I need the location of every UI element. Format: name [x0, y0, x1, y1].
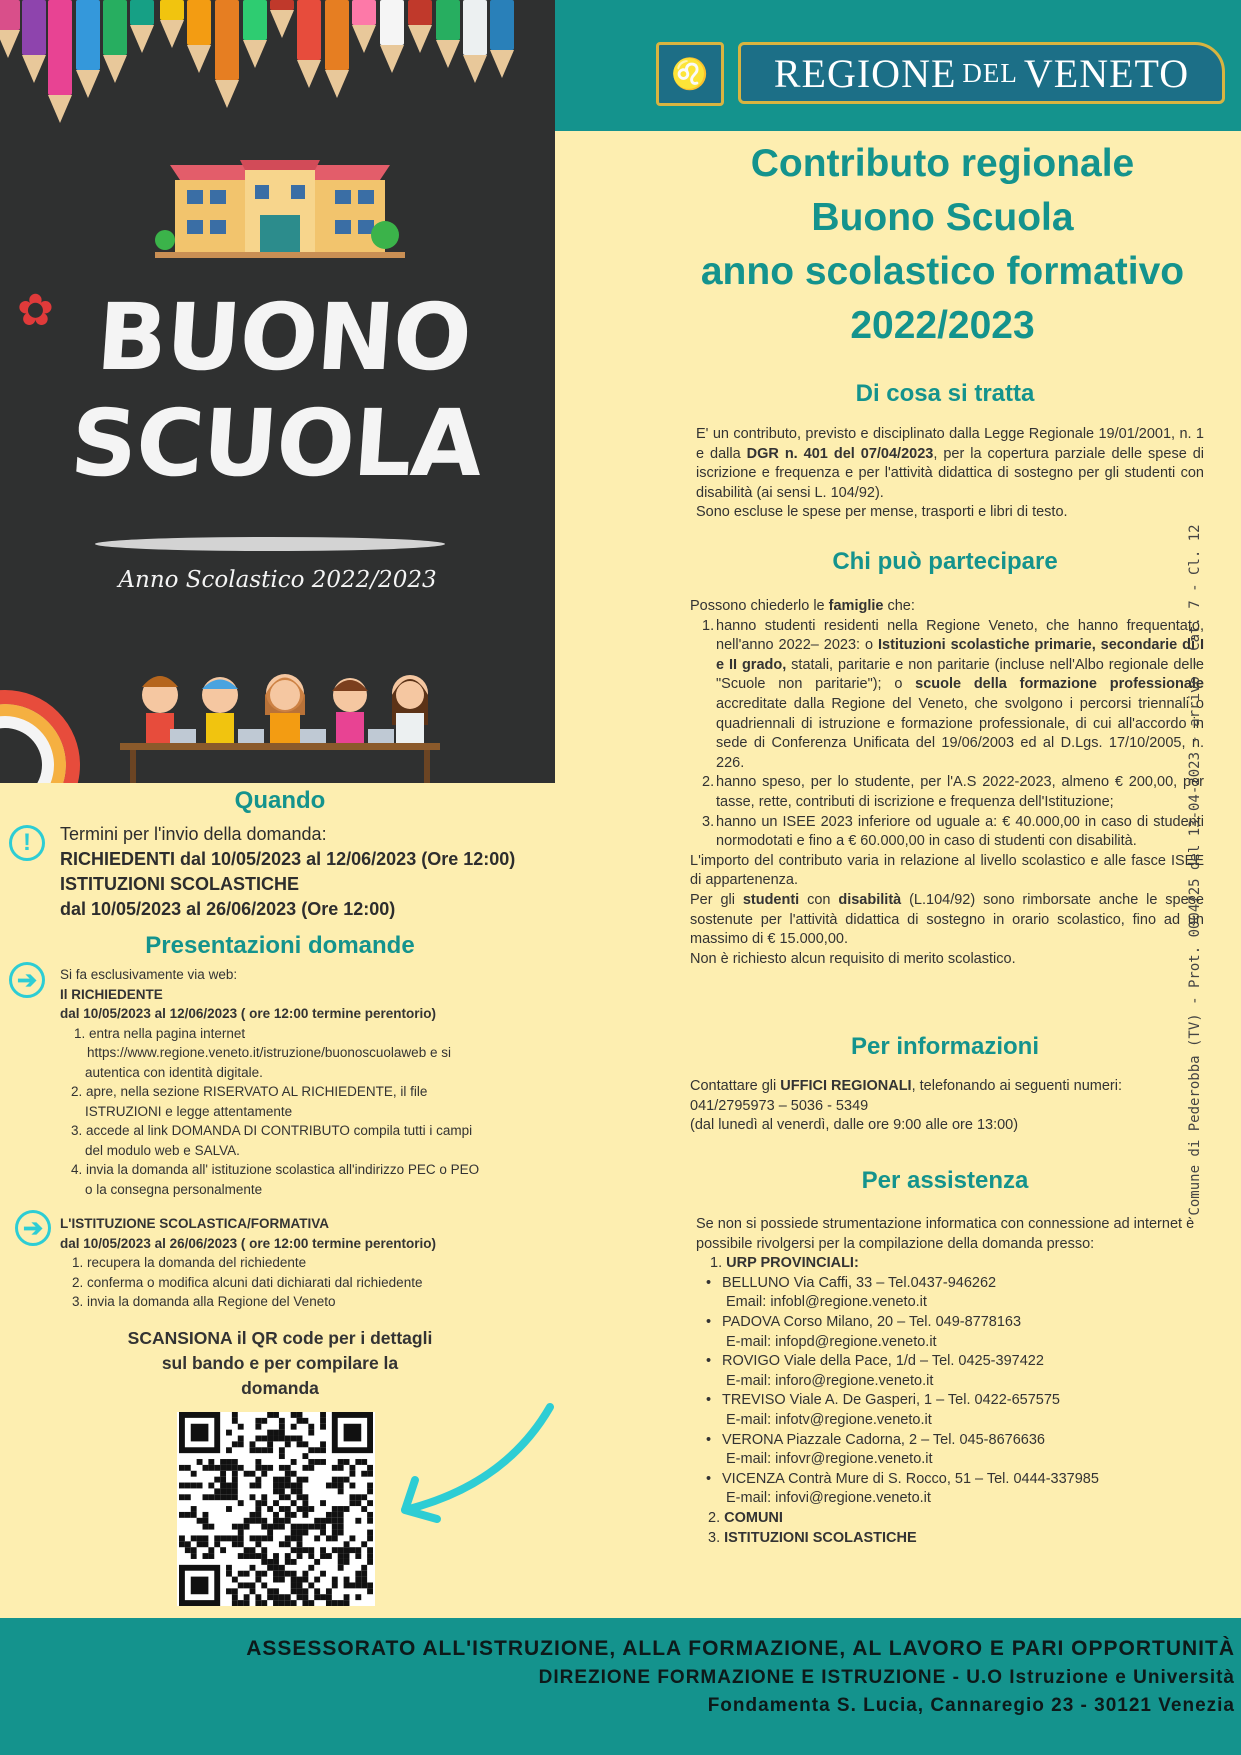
section-heading-info: Per informazioni [850, 1033, 1040, 1060]
pointing-arrow-icon [385, 1395, 555, 1525]
qr-caption: SCANSIONA il QR code per i dettagli sul bando e per compilare la domanda [127, 1328, 433, 1398]
assist-text: Se non si possiede strumentazione informatica con connessione ad internet è possibile rivolgersi per la compilazione della domanda presso: 1. URP PROVINCIALI: • BELLUNO Via Caffi, 33 – Tel.0437-946262 Email: infobl@regione.veneto.it • PADOVA Corso Milano, 20 – Tel. 049-8778163 E-mail: infopd@regione.veneto.it • ROVIGO Viale della Pace, 1/d – Tel. 0425-397422 E-mail: inforo@regione.veneto.it • TREVISO Viale A. De Gasperi, 1 – Tel. 0422-657575 E-mail: infotv@regione.veneto.it • VERONA Piazzale Cadorna, 2 – Tel. 045-8676636 E-mail: infovr@regione.veneto.it • VICENZA Contrà Mure di S. Rocco, 51 – Tel. 0444-337985 E-mail: infovi@regione.veneto.it 2. COMUNI 3. ISTITUZIONI SCOLASTICHE [696, 1215, 1204, 1548]
chi-text: Possono chiederlo le famiglie che: 1. hanno studenti residenti nella Regione Veneto, che hanno frequentato, nell'anno 2022– 2023: o Istituzioni scolastiche primarie, secondarie di I e II grado, statali, paritarie e non paritarie (incluse nell'Albo regionale delle "Scuole non paritarie"); o scuole della formazione professionale accreditate dalla Regione del Veneto, che svolgono i percorsi triennali o quadriennali di istruzione e formazione professionale, di cui all'accordo in sede di Conferenza Unificata del 19/06/2003 ed al D.Lgs. 17/10/2005, n. 226. 2. hanno speso, per lo studente, per l'A.S 2022-2023, almeno € 200,00, per tasse, rette, contributi di iscrizione e frequenza dell'Istituzione; 3. hanno un ISEE 2023 inferiore od uguale a: € 40.000,00 in caso di studenti normodotati e fino a € 60.000,00 in caso di studenti con disabilità. L'importo del contributo varia in relazione al livello scolastico e alle fasce ISEE di appartenenza. Per gli studenti con disabilità (L.104/92) sono rimborsate anche le spese sostenute per l'attività didattica di sostegno in orario scolastico, fino ad un massimo di € 15.000,00. Non è richiesto alcun requisito di merito scolastico. [690, 598, 1204, 967]
rainbow-drawing [0, 690, 80, 783]
list-item: 3. hanno un ISEE 2023 inferiore od uguale a: € 40.000,00 in caso di studenti normodotati e fino a € 60.000,00 in caso di studenti con disabilità. [702, 813, 1204, 850]
footer: ASSESSORATO ALL'ISTRUZIONE, ALLA FORMAZIONE, AL LAVORO E PARI OPPORTUNITÀ DIREZIONE FORMAZIONE E ISTRUZIONE - U.O Istruzione e Università Fondamenta S. Lucia, Cannaregio 23 - 30121 Venezia [0, 1618, 1241, 1755]
office-item: • VERONA Piazzale Cadorna, 2 – Tel. 045-8676636 E-mail: infovr@regione.veneto.it [696, 1431, 1204, 1470]
office-item: • BELLUNO Via Caffi, 33 – Tel.0437-946262 Email: infobl@regione.veneto.it [696, 1274, 1204, 1313]
office-email[interactable]: E-mail: inforo@regione.veneto.it [726, 1372, 934, 1389]
school-building-illustration [155, 160, 405, 260]
cosa-text: E' un contributo, previsto e disciplinato dalla Legge Regionale 19/01/2001, n. 1 e dalla DGR n. 401 del 07/04/2023, per la copertura parziale delle spese di iscrizione e frequenza e per l'attività didattica di sostegno per gli studenti con disabilità (ai sensi L. 104/92). Sono escluse le spese per mense, trasporti e libri di testo. [696, 426, 1205, 521]
quando-text: Termini per l'invio della domanda: RICHIEDENTI dal 10/05/2023 al 12/06/2023 (Ore 12:00) ISTITUZIONI SCOLASTICHE dal 10/05/2023 al 26/06/2023 (Ore 12:00) [60, 824, 516, 919]
qr-code[interactable] [177, 1412, 375, 1606]
office-item: • VICENZA Contrà Mure di S. Rocco, 51 – Tel. 0444-337985 E-mail: infovi@regione.veneto.it [696, 1470, 1204, 1509]
children-illustration [110, 665, 450, 783]
office-list [696, 1274, 1204, 1509]
chi-disabilita: Per gli studenti con disabilità (L.104/92) sono rimborsate anche le spese sostenute per l'attività didattica di sostegno in orario scolastico, fino ad un massimo di € 15.000,00. [690, 891, 1204, 948]
region-logo: REGIONE DEL VENETO [738, 42, 1225, 104]
office-item: • PADOVA Corso Milano, 20 – Tel. 049-8778163 E-mail: infopd@regione.veneto.it [696, 1313, 1204, 1352]
buonoscuola-link[interactable]: https://www.regione.veneto.it/istruzione/buonoscuolaweb e si [87, 1045, 451, 1060]
hero-title: BUONO SCUOLA [67, 284, 486, 497]
list-item: 1. hanno studenti residenti nella Regione Veneto, che hanno frequentato, nell'anno 2022– 2023: o Istituzioni scolastiche primarie, secondarie di I e II grado, statali, paritarie e non paritarie (incluse nell'Albo regionale delle "Scuole non paritarie"); o scuole della formazione professionale accreditate dalla Regione del Veneto, che svolgono i percorsi triennali o quadriennali di istruzione e formazione professionale, di cui all'accordo in sede di Conferenza Unificata del 19/06/2003 ed al D.Lgs. 17/10/2005, n. 226. [702, 617, 1204, 771]
chi-requirements-list [692, 617, 1204, 852]
section-heading-assist: Per assistenza [861, 1167, 1029, 1194]
hero-year: Anno Scolastico 2022/2023 [118, 567, 437, 593]
chalk-underline [95, 537, 445, 551]
section-heading-cosa: Di cosa si tratta [855, 380, 1035, 407]
hero-image [0, 0, 555, 783]
protocol-stamp: Comune di Pederobba (TV) - Prot. 0004725 del 13-04-2023 - arrivo - Cat. 7 - Cl. 12 [1187, 524, 1203, 1216]
office-email[interactable]: E-mail: infopd@regione.veneto.it [726, 1333, 937, 1350]
alert-icon: ! [9, 825, 45, 861]
office-item: • TREVISO Viale A. De Gasperi, 1 – Tel. 0422-657575 E-mail: infotv@regione.veneto.it [696, 1391, 1204, 1430]
arrow-right-icon: ➔ [9, 962, 45, 998]
istituzione-steps: L'ISTITUZIONE SCOLASTICA/FORMATIVA dal 10/05/2023 al 26/06/2023 ( ore 12:00 termine perentorio) 1. recupera la domanda del richiedente 2. conferma o modifica alcuni dati dichiarati dal richiedente 3. invia la domanda alla Regione del Veneto [60, 1216, 436, 1309]
arrow-right-icon: ➔ [15, 1210, 51, 1246]
office-email[interactable]: Email: infobl@regione.veneto.it [726, 1294, 927, 1311]
office-email[interactable]: E-mail: infovi@regione.veneto.it [726, 1490, 931, 1507]
chi-intro: Possono chiederlo le famiglie che: [690, 598, 915, 614]
list-item: 2. hanno speso, per lo studente, per l'A.S 2022-2023, almeno € 200,00, per tasse, rette, contributi di iscrizione e frequenza dell'Istituzione; [702, 774, 1204, 810]
office-item: • ROVIGO Viale della Pace, 1/d – Tel. 0425-397422 E-mail: inforo@regione.veneto.it [696, 1352, 1204, 1391]
office-email[interactable]: E-mail: infovr@regione.veneto.it [726, 1451, 933, 1468]
butterfly-icon: ✿ [17, 286, 54, 335]
section-heading-present: Presentazioni domande [145, 932, 415, 959]
info-text: Contattare gli UFFICI REGIONALI, telefonando ai seguenti numeri: 041/2795973 – 5036 - 5349 (dal lunedì al venerdì, dalle ore 9:00 alle ore 13:00) [690, 1078, 1122, 1134]
richiedente-steps: Si fa esclusivamente via web: Il RICHIEDENTE dal 10/05/2023 al 12/06/2023 ( ore 12:00 termine perentorio) 1. entra nella pagina internet https://www.regione.veneto.it/istruzione/buonoscuolaweb e si autentica con identità digitale. 2. apre, nella sezione RISERVATO AL RICHIEDENTE, il file ISTRUZIONI e legge attentamente 3. accede al link DOMANDA DI CONTRIBUTO compila tutti i campi del modulo web e SALVA. 4. invia la domanda all' istituzione scolastica all'indirizzo PEC o PEO o la consegna personalmente [60, 965, 560, 1199]
section-heading-chi: Chi può partecipare [832, 548, 1058, 575]
office-email[interactable]: E-mail: infotv@regione.veneto.it [726, 1411, 932, 1428]
page-title: Contributo regionale Buono Scuola anno scolastico formativo 2022/2023 [700, 142, 1185, 347]
section-heading-quando: Quando [234, 787, 326, 814]
lion-crest-icon: ♌ [656, 42, 724, 106]
